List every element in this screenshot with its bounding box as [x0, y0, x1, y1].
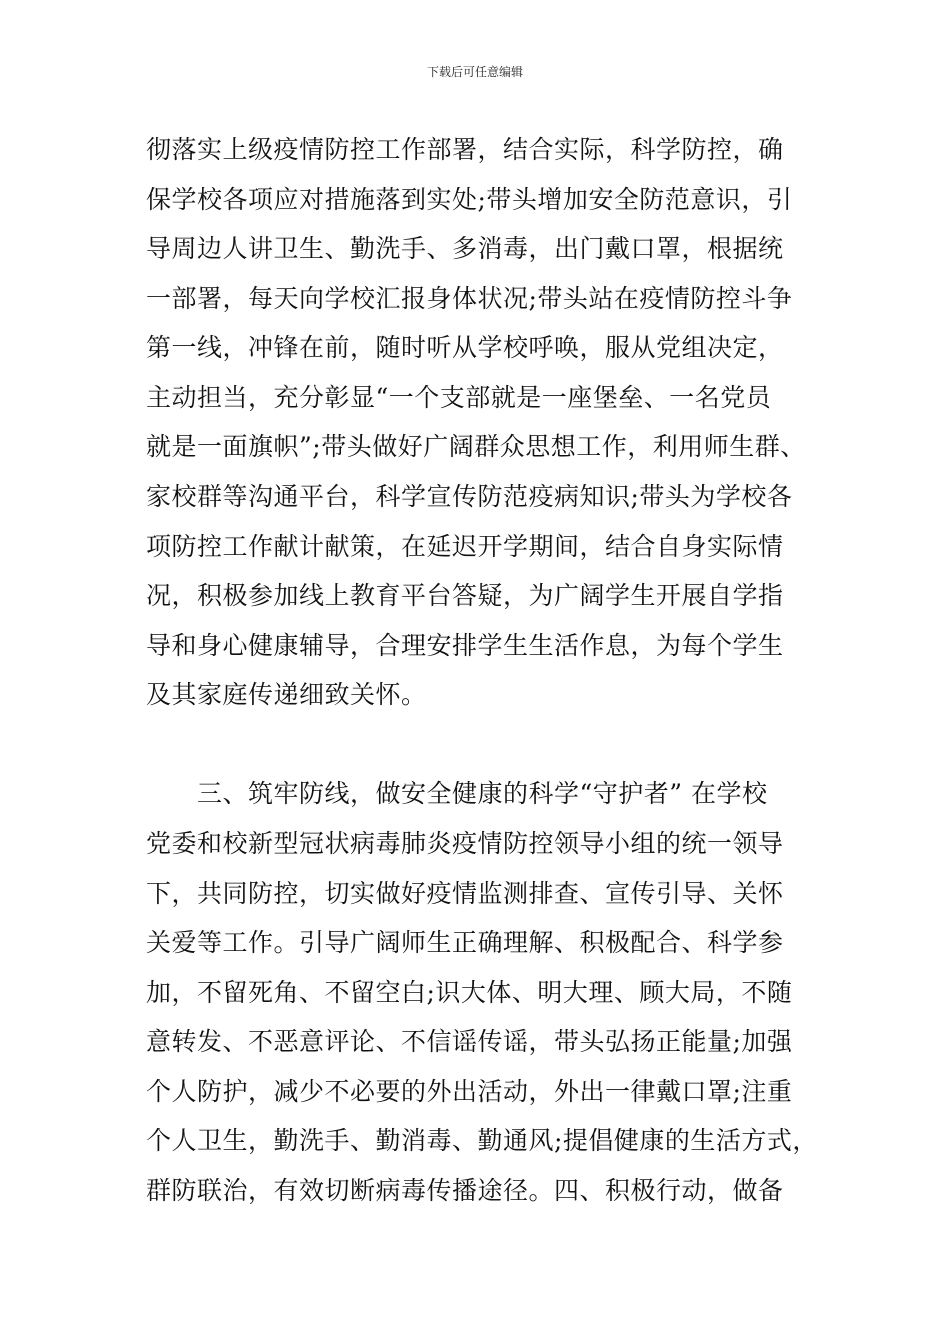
text-line: 群防联治，有效切断病毒传播途径。四、积极行动，做备	[146, 1176, 784, 1205]
text-line: 就是一面旗帜”;带头做好广阔群众思想工作，利用师生群、	[146, 432, 806, 461]
text-line: 彻落实上级疫情防控工作部署，结合实际，科学防控，确	[146, 135, 784, 164]
text-line: 关爱等工作。引导广阔师生正确理解、积极配合、科学参	[146, 928, 784, 957]
text-line: 个人卫生，勤洗手、勤消毒、勤通风;提倡健康的生活方式，	[146, 1126, 818, 1155]
text-line: 下，共同防控，切实做好疫情监测排查、宣传引导、关怀	[146, 879, 784, 908]
text-line: 意转发、不恶意评论、不信谣传谣，带头弘扬正能量;加强	[146, 1027, 793, 1056]
text-line: 党委和校新型冠状病毒肺炎疫情防控领导小组的统一领导	[146, 829, 784, 858]
text-line: 个人防护，减少不必要的外出活动，外出一律戴口罩;注重	[146, 1077, 793, 1106]
text-line: 主动担当，充分彰显“一个支部就是一座堡垒、一名党员	[146, 383, 772, 412]
text-line: 加，不留死角、不留空白;识大体、明大理、顾大局，不随	[146, 978, 793, 1007]
text-line: 保学校各项应对措施落到实处;带头增加安全防范意识，引	[146, 185, 793, 214]
text-line: 况，积极参加线上教育平台答疑，为广阔学生开展自学指	[146, 581, 784, 610]
text-line: 一部署，每天向学校汇报身体状况;带头站在疫情防控斗争	[146, 284, 793, 313]
page-header: 下载后可任意编辑	[426, 65, 523, 79]
text-line: 三、筑牢防线，做安全健康的科学“守护者” 在学校	[146, 779, 768, 808]
text-line: 导和身心健康辅导，合理安排学生生活作息，为每个学生	[146, 631, 784, 660]
text-line: 及其家庭传递细致关怀。	[146, 680, 427, 709]
text-line: 项防控工作献计献策，在延迟开学期间，结合自身实际情	[146, 532, 784, 561]
text-line: 家校群等沟通平台，科学宣传防范疫病知识;带头为学校各	[146, 482, 793, 511]
text-line: 第一线，冲锋在前，随时听从学校呼唤，服从党组决定，	[146, 333, 784, 362]
text-line: 导周边人讲卫生、勤洗手、多消毒，出门戴口罩，根据统	[146, 234, 784, 263]
